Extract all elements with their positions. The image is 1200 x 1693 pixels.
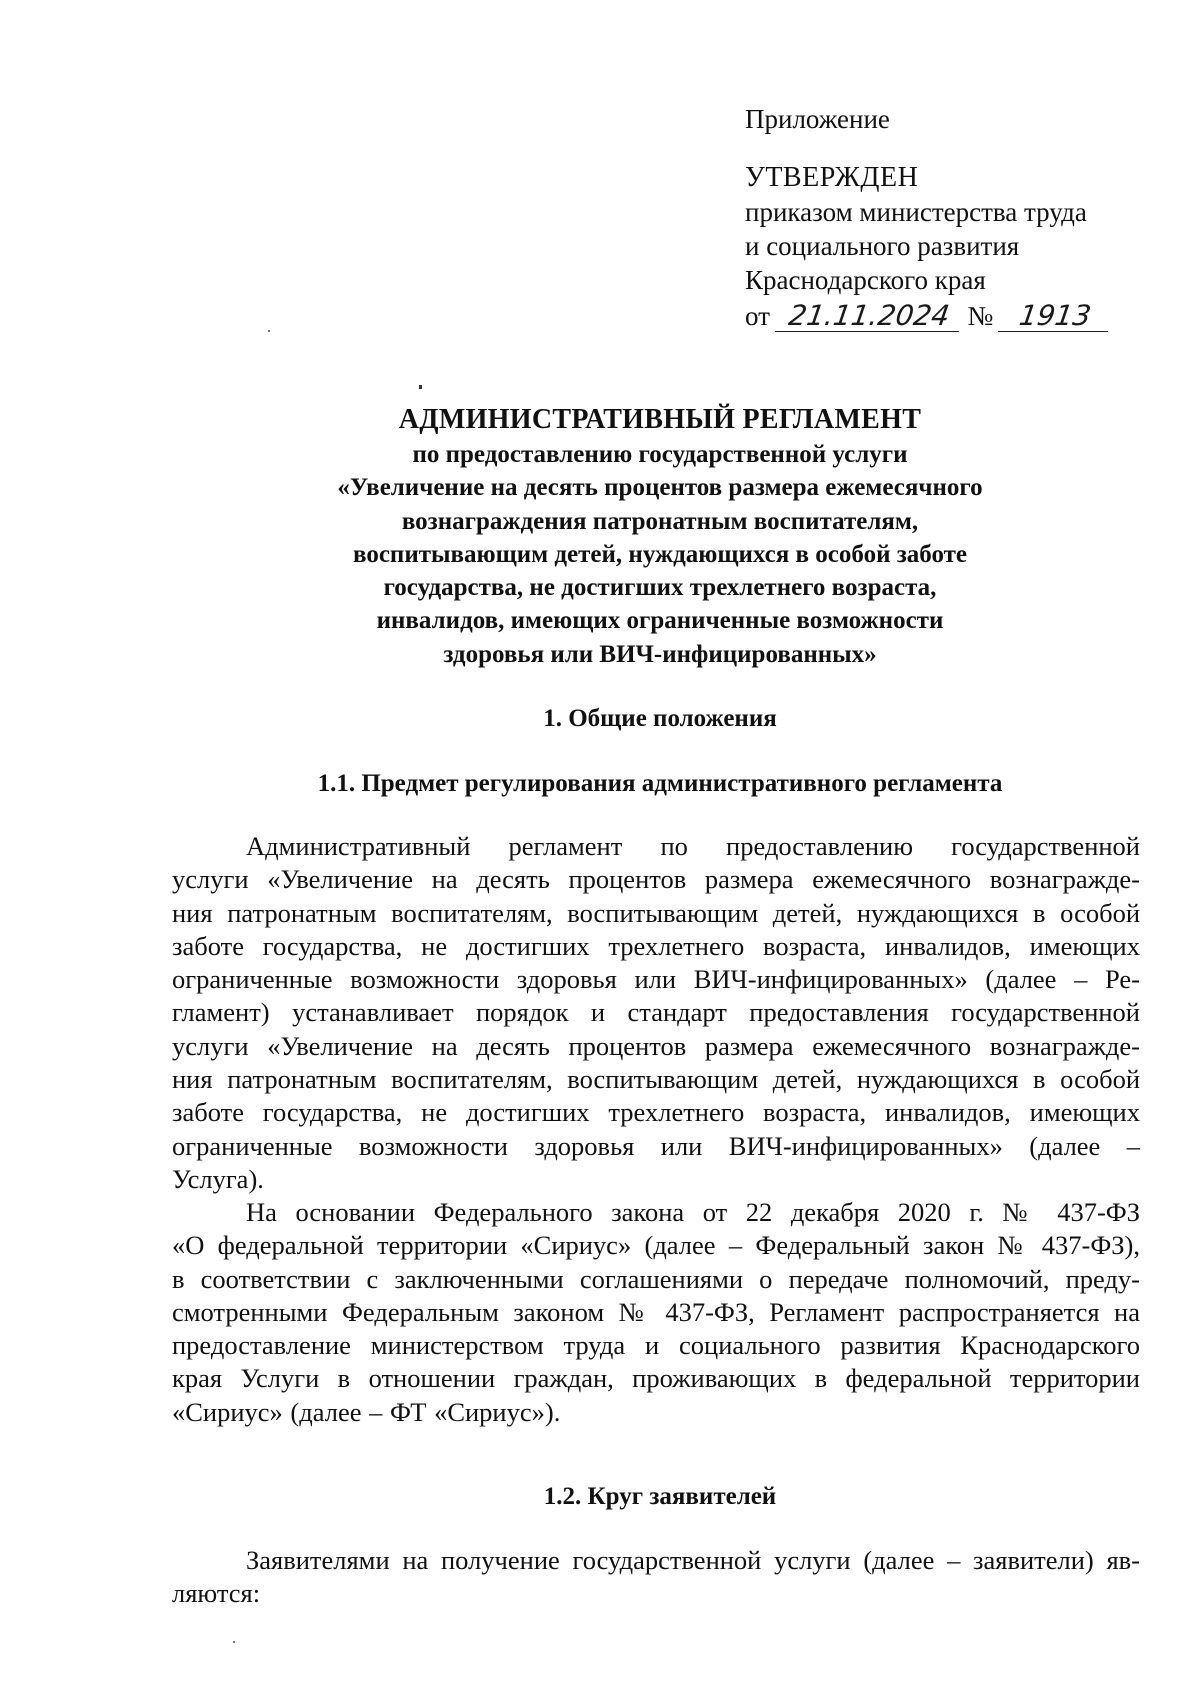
- scan-speck: [233, 1641, 235, 1643]
- document-title: [250, 402, 1070, 671]
- paragraph-line: Административный регламент по предоставлению государственной: [246, 831, 1140, 861]
- title-line: инвалидов, имеющих ограниченные возможности: [376, 607, 944, 635]
- paragraph-line: На основании Федерального закона от 22 декабря 2020 г. № 437-ФЗ: [246, 1197, 1140, 1227]
- paragraph-2: [172, 1196, 1140, 1429]
- paragraph-1: [172, 830, 1140, 1196]
- paragraph-line: Услуга).: [172, 1163, 264, 1194]
- scan-speck: [419, 385, 422, 389]
- paragraph-line: ограниченные возможности здоровья или ВИЧ-инфицированных» (далее – Ре-: [172, 964, 1140, 995]
- date-prefix: от: [745, 301, 770, 331]
- title-line: воспитывающим детей, нуждающихся в особой заботе: [352, 540, 967, 568]
- section-1-1-heading: 1.1. Предмет регулирования административного регламента: [317, 770, 1003, 797]
- paragraph-line: края Услуги в отношении граждан, проживающих в федеральной территории: [172, 1363, 1140, 1394]
- paragraph-line: услуги «Увеличение на десять процентов размера ежемесячного вознагражде-: [172, 864, 1140, 895]
- paragraph-line: ограниченные возможности здоровья или ВИЧ-инфицированных» (далее –: [172, 1130, 1140, 1161]
- section-1-heading: 1. Общие положения: [543, 705, 777, 732]
- appendix-label: Приложение: [745, 104, 890, 134]
- title-line: «Увеличение на десять процентов размера ежемесячного: [337, 474, 983, 502]
- handwritten-date: 21.11.2024: [775, 301, 963, 332]
- approval-date-line: [745, 299, 1165, 333]
- title-line: по предоставлению государственной услуги: [412, 441, 908, 468]
- paragraph-line: услуги «Увеличение на десять процентов размера ежемесячного вознагражде-: [172, 1030, 1140, 1061]
- paragraph-line: предоставление министерством труда и социального развития Краснодарского: [172, 1330, 1140, 1361]
- paragraph-line: «Сириус» (далее – ФТ «Сириус»).: [172, 1396, 561, 1427]
- paragraph-line: заботе государства, не достигших трехлетнего возраста, инвалидов, имеющих: [172, 1097, 1140, 1128]
- scan-speck: [268, 330, 270, 332]
- paragraph-line: ния патронатным воспитателям, воспитывающим детей, нуждающихся в особой: [172, 1064, 1140, 1095]
- paragraph-line: гламент) устанавливает порядок и стандарт предоставления государственной: [172, 997, 1140, 1028]
- paragraph-line: «О федеральной территории «Сириус» (далее – Федеральный закон № 437-ФЗ),: [172, 1230, 1140, 1261]
- approval-block: [745, 102, 1165, 333]
- title-line: здоровья или ВИЧ-инфицированных»: [443, 640, 877, 668]
- approval-line-1: приказом министерства труда: [745, 197, 1087, 227]
- paragraph-line: ляются:: [172, 1578, 261, 1609]
- paragraph-line: ния патронатным воспитателям, воспитывающим детей, нуждающихся в особой: [172, 897, 1140, 928]
- section-1-2-heading: 1.2. Круг заявителей: [543, 1483, 777, 1510]
- paragraph-line: в соответствии с заключенными соглашениями о передаче полномочий, преду-: [172, 1263, 1140, 1294]
- approval-line-2: и социального развития: [745, 231, 1020, 261]
- paragraph-3: [172, 1544, 1140, 1611]
- paragraph-line: смотренными Федеральным законом № 437-ФЗ, Регламент распространяется на: [172, 1296, 1140, 1327]
- title-main: АДМИНИСТРАТИВНЫЙ РЕГЛАМЕНТ: [398, 404, 922, 435]
- paragraph-line: Заявителями на получение государственной услуги (далее – заявители) яв-: [246, 1545, 1140, 1575]
- approval-line-3: Краснодарского края: [745, 265, 986, 295]
- title-line: вознаграждения патронатным воспитателям,: [401, 507, 919, 535]
- handwritten-number: 1913: [998, 301, 1112, 332]
- title-line: государства, не достигших трехлетнего возраста,: [383, 574, 937, 602]
- approved-label: УТВЕРЖДЕН: [745, 162, 919, 193]
- number-sign: №: [967, 301, 994, 331]
- paragraph-line: заботе государства, не достигших трехлетнего возраста, инвалидов, имеющих: [172, 930, 1140, 961]
